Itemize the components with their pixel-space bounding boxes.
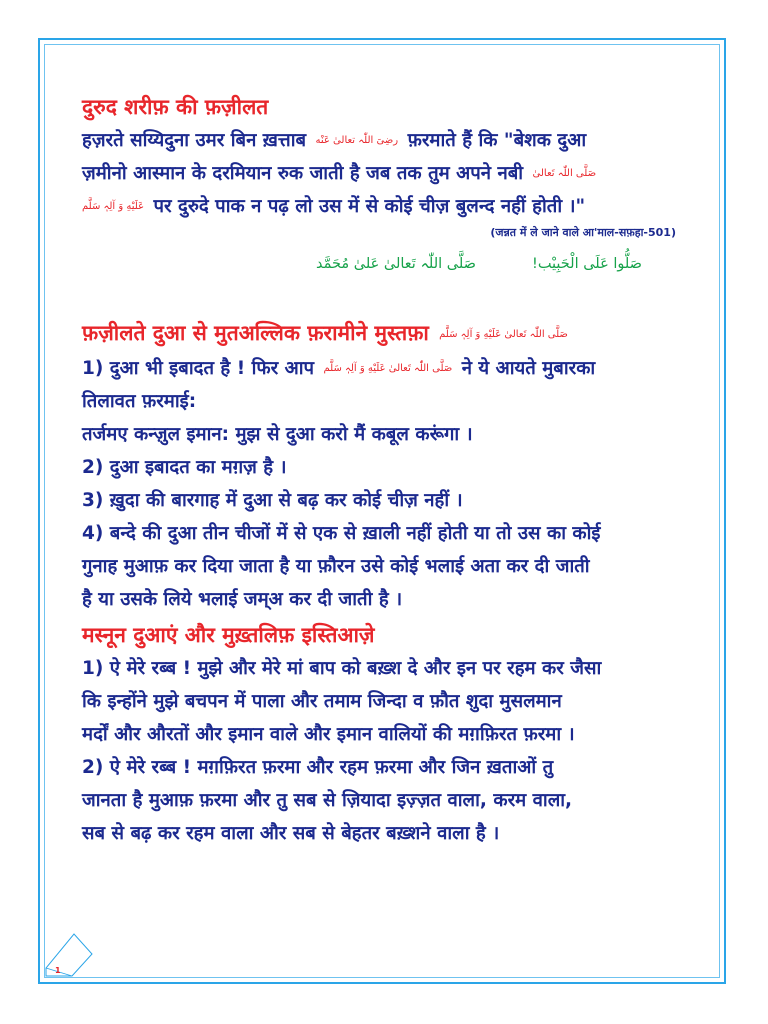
section-heading-dua-fazilat: फ़ज़ीलते दुआ से मुतअल्लिक फ़रामीने मुस्तफ़ा صَلَّی اللّٰہ تَعالیٰ عَلَیْهِ وَ آلِہٖ سَلَّم	[82, 321, 568, 345]
list-item: 2) ऐ मेरे रब्ब ! मग़फ़िरत फ़रमा और रहम फ़रमा और जिन ख़ताओं तु	[82, 757, 554, 778]
dua-fazilat-list	[82, 352, 702, 616]
page-number: 1	[55, 966, 61, 975]
list-item-continuation: सब से बढ़ कर रहम वाला और सब से बेहतर बख़्शने वाला है ।	[82, 823, 500, 844]
list-item: 1) दुआ भी इबादत है ! फिर आप صَلَّی اللّٰہ تَعالیٰ عَلَیْهِ وَ آلِہٖ سَلَّم ने ये आयते मुबारका	[82, 358, 596, 379]
list-item-continuation: जानता है मुआफ़ फ़रमा और तु सब से ज़ियादा इज़्ज़त वाला, करम वाला,	[82, 790, 573, 811]
section-heading-masnoon-duaen: मस्नून दुआएं और मुख़्तलिफ़ इस्तिआज़े	[82, 623, 375, 647]
paragraph-line: हज़रते सय्यिदुना उमर बिन ख़त्ताब رضِیَ اللّٰہ تعالیٰ عَنْه फ़रमाते हैं कि "बेशक दुआ	[82, 130, 587, 151]
list-item-continuation: कि इन्होंने मुझे बचपन में पाला और तमाम जिन्दा व फ़ौत शुदा मुसलमान	[82, 691, 562, 712]
salutation-text: صَلَّی اللّٰہ تَعالیٰ عَلیٰ مُحَمَّد	[316, 256, 476, 272]
reference-citation: (जन्नत में ले जाने वाले आ'माल-सफ़हा-501)	[490, 226, 676, 239]
arabic-honorific: صَلَّی اللّٰہ تَعالیٰ عَلَیْهِ وَ آلِہٖ سَلَّم	[323, 363, 453, 374]
list-item: 1) ऐ मेरे रब्ब ! मुझे और मेरे मां बाप को बख़्श दे और इन पर रहम कर जैसा	[82, 658, 602, 679]
paragraph-line: ज़मीनो आस्मान के दरमियान रुक जाती है जब तक तुम अपने नबी صَلَّی اللّٰہ تَعالیٰ	[82, 163, 597, 184]
arabic-honorific: صَلَّی اللّٰہ تَعالیٰ	[532, 168, 597, 179]
durood-fazilat-paragraph	[82, 124, 702, 223]
list-item-continuation: है या उसके लिये भलाई जम्अ कर दी जाती है ।	[82, 589, 403, 610]
page-corner-decoration	[44, 930, 98, 978]
list-item: 4) बन्दे की दुआ तीन चीजों में से एक से ख़ाली नहीं होती या तो उस का कोई	[82, 523, 601, 544]
arabic-honorific: رضِیَ اللّٰہ تعالیٰ عَنْه	[315, 135, 399, 146]
list-item: 3) ख़ुदा की बारगाह में दुआ से बढ़ कर कोई चीज़ नहीं ।	[82, 490, 463, 511]
list-item-continuation: गुनाह मुआफ़ कर दिया जाता है या फ़ौरन उसे कोई भलाई अता कर दी जाती	[82, 556, 590, 577]
document-body	[82, 92, 702, 850]
paragraph-line: عَلَیْهِ وَ آلِہٖ سَلَّم पर दुरुदे पाक न पढ़ लो उस में से कोई चीज़ बुलन्द नहीं होती ।"	[82, 196, 586, 217]
section-heading-durood-fazilat: दुरुद शरीफ़ की फ़ज़ीलत	[82, 95, 269, 119]
arabic-honorific: عَلَیْهِ وَ آلِہٖ سَلَّم	[82, 201, 145, 212]
list-item: 2) दुआ इबादत का मग़ज़ है ।	[82, 457, 287, 478]
masnoon-duaen-list	[82, 652, 702, 850]
salutation-row	[82, 250, 702, 278]
translation-line: तर्जमए कन्ज़ुल इमान: मुझ से दुआ करो मैं कबूल करूंगा ।	[82, 424, 473, 445]
arabic-honorific: صَلَّی اللّٰہ تَعالیٰ عَلَیْهِ وَ آلِہٖ سَلَّم	[439, 329, 568, 340]
list-item-continuation: तिलावत फ़रमाई:	[82, 391, 197, 412]
salutation-text: صَلُّوا عَلَی الْحَبِیْب!	[532, 256, 642, 272]
list-item-continuation: मर्दों और औरतों और इमान वाले और इमान वालियों की मग़फ़िरत फ़रमा ।	[82, 724, 575, 745]
